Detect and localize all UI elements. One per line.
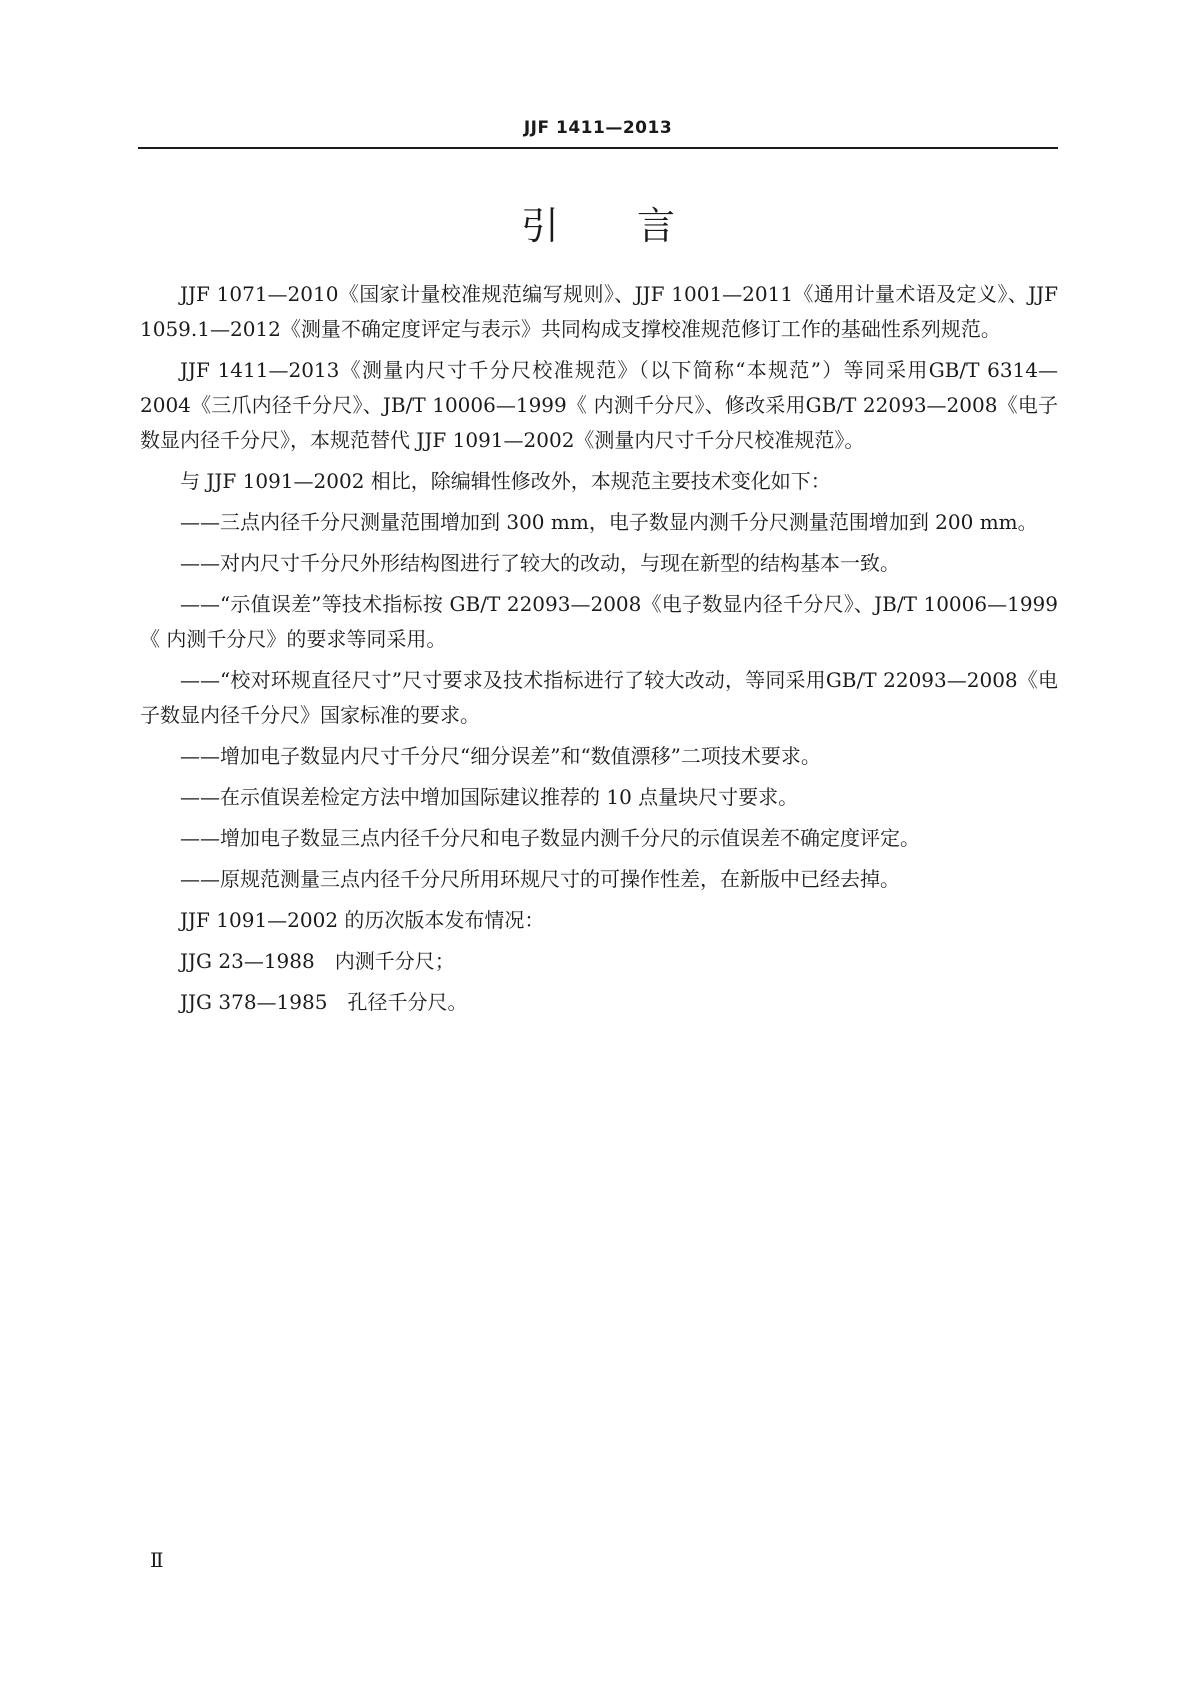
paragraph: JJG 23—1988 内测千分尺； [180,949,455,973]
paragraph: ——“示值误差”等技术指标按 GB/T 22093—2008《电子数显内径千分尺》、JB/T 10006—1999《 内测千分尺》的要求等同采用。 [140,592,1058,651]
paragraph: ——增加电子数显三点内径千分尺和电子数显内测千分尺的示值误差不确定度评定。 [180,826,920,850]
paragraph: JJF 1071—2010《国家计量校准规范编写规则》、JJF 1001—2011《通用计量术语及定义》、JJF 1059.1—2012《测量不确定度评定与表示》共同构成支撑校准规范修订工作的基础性系列规范。 [140,282,1058,341]
page-number: Ⅱ [150,1548,164,1572]
page-title: 引言 [520,204,753,248]
body-text [140,277,1058,1026]
paragraph: ——增加电子数显内尺寸千分尺“细分误差”和“数值漂移”二项技术要求。 [180,744,821,768]
paragraph: 与 JJF 1091—2002 相比，除编辑性修改外，本规范主要技术变化如下： [180,469,831,493]
paragraph: ——对内尺寸千分尺外形结构图进行了较大的改动，与现在新型的结构基本一致。 [180,551,900,575]
paragraph: ——三点内径千分尺测量范围增加到 300 mm，电子数显内测千分尺测量范围增加到 200 mm。 [180,510,1038,534]
paragraph: ——“校对环规直径尺寸”尺寸要求及技术指标进行了较大改动，等同采用GB/T 22093—2008《电子数显内径千分尺》国家标准的要求。 [140,668,1058,727]
paragraph: JJF 1411—2013《测量内尺寸千分尺校准规范》（以下简称“本规范”）等同采用GB/T 6314—2004《三爪内径千分尺》、JB/T 10006—1999《 内测千分尺》、修改采用GB/T 22093—2008《电子数显内径千分尺》，本规范替代 JJF 1091—2002《测量内尺寸千分尺校准规范》。 [140,358,1058,452]
paragraph: JJG 378—1985 孔径千分尺。 [180,990,468,1014]
paragraph: JJF 1091—2002 的历次版本发布情况： [180,908,545,932]
paragraph: ——原规范测量三点内径千分尺所用环规尺寸的可操作性差，在新版中已经去掉。 [180,867,900,891]
running-header: JJF 1411—2013 [523,118,673,138]
header-rule [138,147,1058,149]
paragraph: ——在示值误差检定方法中增加国际建议推荐的 10 点量块尺寸要求。 [180,785,799,809]
